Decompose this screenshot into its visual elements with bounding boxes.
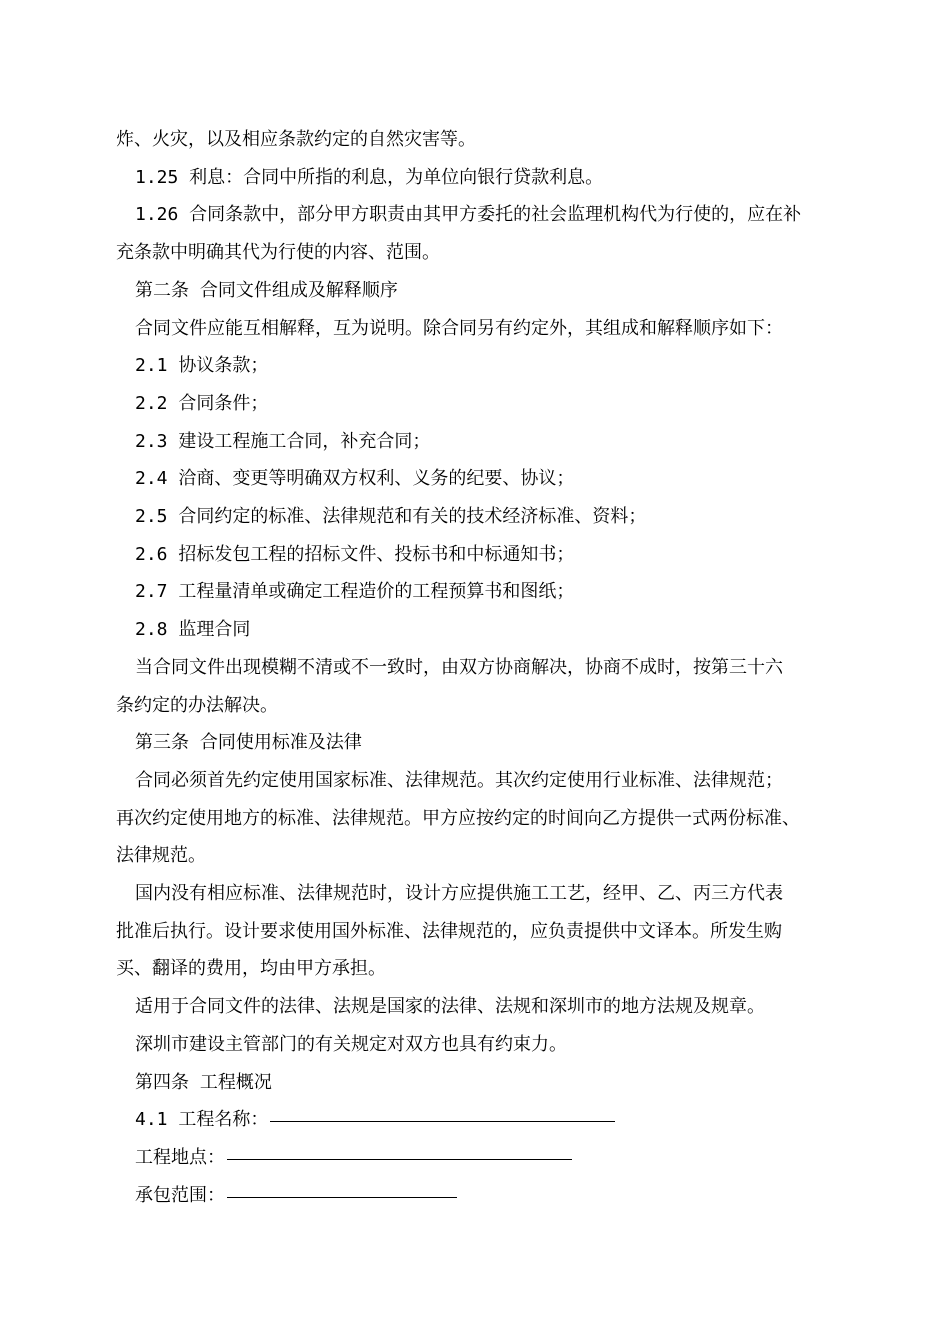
body-line: 买、翻译的费用，均由甲方承担。 [116,958,386,980]
project-location-field [135,1139,846,1177]
body-line: 深圳市建设主管部门的有关规定对双方也具有约束力。 [135,1033,567,1055]
body-line: 充条款中明确其代为行使的内容、范围。 [116,242,440,264]
clause-2-2: 2.2 合同条件； [135,392,269,414]
clause-2-7: 2.7 工程量清单或确定工程造价的工程预算书和图纸； [135,581,575,603]
clause-2-3: 2.3 建设工程施工合同，补充合同； [135,430,431,452]
clause-2-1: 2.1 协议条款； [135,355,269,377]
project-name-blank[interactable] [270,1119,615,1122]
contract-scope-blank[interactable] [227,1195,457,1198]
body-line: 当合同文件出现模糊不清或不一致时，由双方协商解决，协商不成时，按第三十六 [135,656,783,678]
contract-scope-label: 承包范围： [135,1184,225,1206]
project-location-blank[interactable] [227,1157,572,1160]
clause-1-26: 1.26 合同条款中，部分甲方职责由其甲方委托的社会监理机构代为行使的，应在补 [135,204,802,226]
document-body [116,121,846,1214]
clause-2-5: 2.5 合同约定的标准、法律规范和有关的技术经济标准、资料； [135,506,647,528]
contract-scope-field [135,1177,846,1215]
article-2-heading: 第二条 合同文件组成及解释顺序 [135,279,398,301]
body-line: 炸、火灾，以及相应条款约定的自然灾害等。 [116,129,476,150]
body-line: 适用于合同文件的法律、法规是国家的法律、法规和深圳市的地方法规及规章。 [135,996,765,1018]
body-line: 合同文件应能互相解释，互为说明。除合同另有约定外，其组成和解释顺序如下： [135,317,783,339]
article-4-heading: 第四条 工程概况 [135,1071,272,1093]
body-line: 条约定的办法解决。 [116,694,278,716]
project-name-field [135,1101,846,1139]
body-line: 批准后执行。设计要求使用国外标准、法律规范的，应负责提供中文译本。所发生购 [116,920,782,942]
body-line: 国内没有相应标准、法律规范时，设计方应提供施工工艺，经甲、乙、丙三方代表 [135,883,783,905]
project-location-label: 工程地点： [135,1146,225,1168]
body-line: 合同必须首先约定使用国家标准、法律规范。其次约定使用行业标准、法律规范； [135,769,783,791]
project-name-label: 4.1 工程名称： [135,1109,269,1131]
clause-2-4: 2.4 洽商、变更等明确双方权利、义务的纪要、协议； [135,468,575,490]
clause-2-8: 2.8 监理合同 [135,619,251,641]
clause-1-25: 1.25 利息：合同中所指的利息，为单位向银行贷款利息。 [135,166,604,188]
article-3-heading: 第三条 合同使用标准及法律 [135,732,362,754]
body-line: 法律规范。 [116,845,206,867]
clause-2-6: 2.6 招标发包工程的招标文件、投标书和中标通知书； [135,543,575,565]
body-line: 再次约定使用地方的标准、法律规范。甲方应按约定的时间向乙方提供一式两份标准、 [116,807,800,829]
